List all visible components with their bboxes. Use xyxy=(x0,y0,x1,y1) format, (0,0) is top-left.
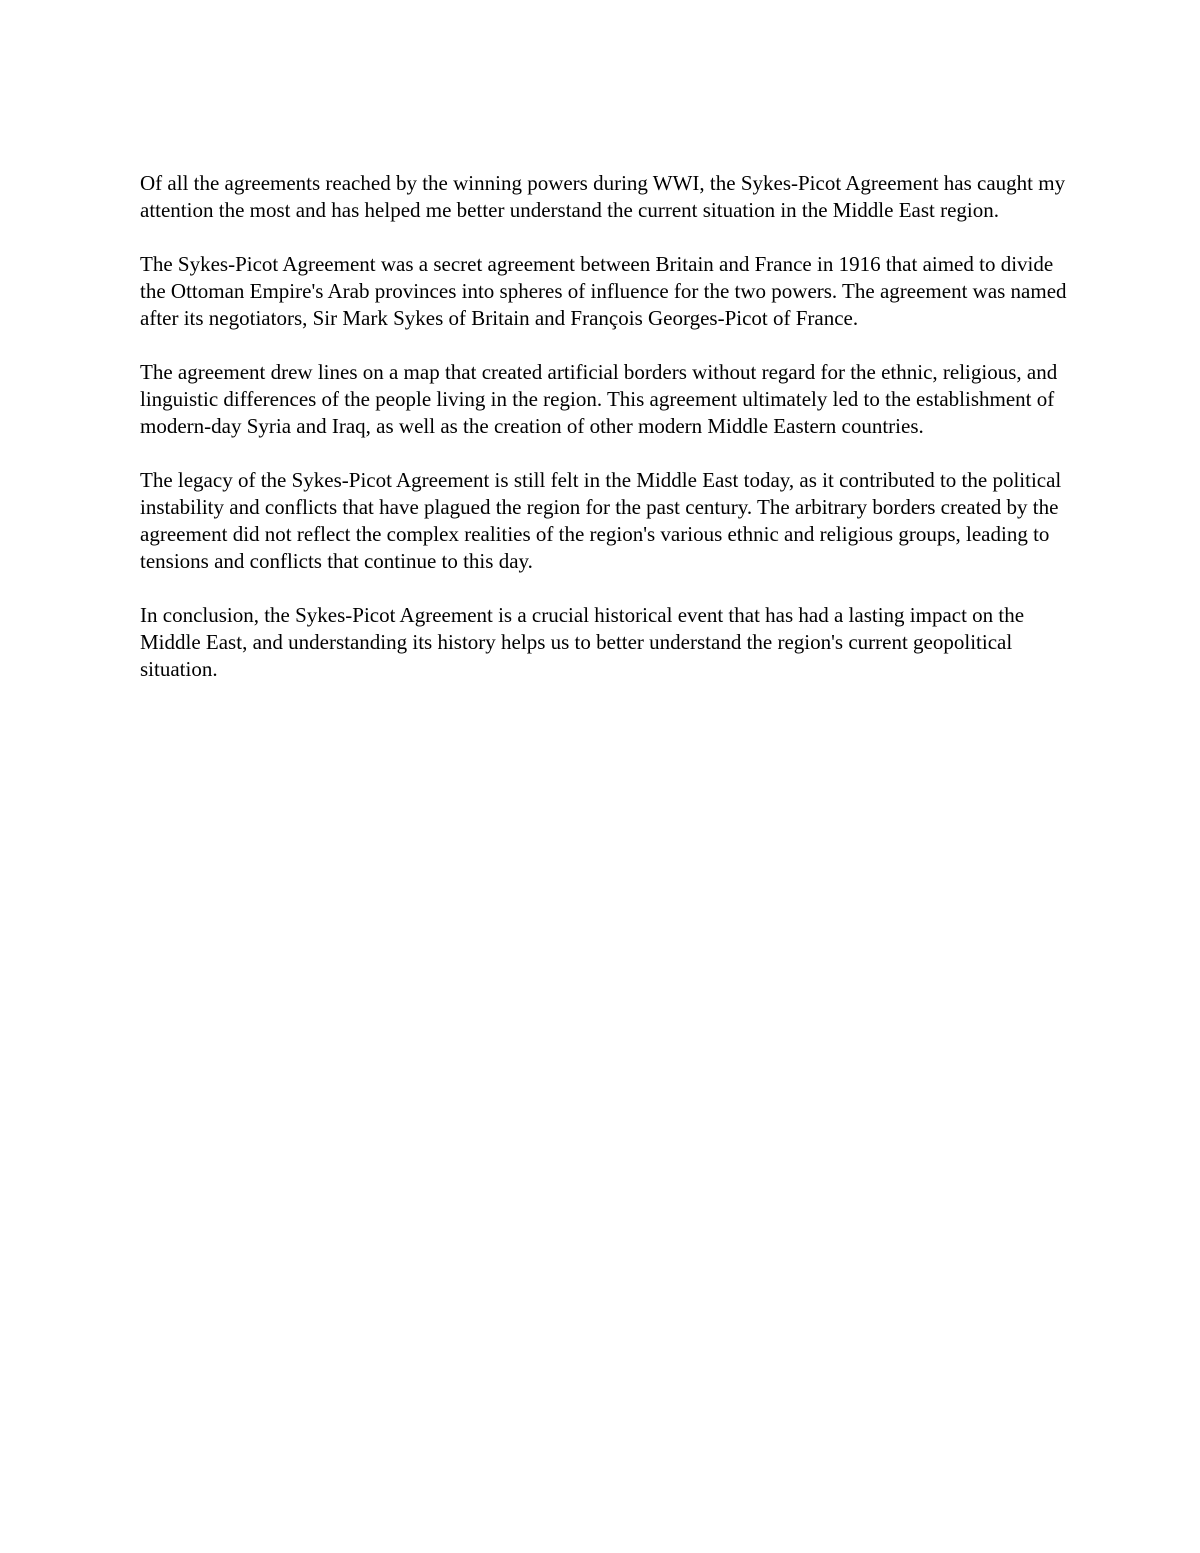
document-body xyxy=(140,170,1070,710)
paragraph-conclusion: In conclusion, the Sykes-Picot Agreement is a crucial historical event that has had a lasting impact on the Middle East, and understanding its history helps us to better understand the region's current geopolitical situation. xyxy=(140,603,1025,681)
paragraph-borders: The agreement drew lines on a map that created artificial borders without regard for the ethnic, religious, and linguistic differences of the people living in the region. This agreement ultimately led to the establishment of modern-day Syria and Iraq, as well as the creation of other modern Middle Eastern countries. xyxy=(140,360,1058,438)
paragraph-background: The Sykes-Picot Agreement was a secret agreement between Britain and France in 1916 that aimed to divide the Ottoman Empire's Arab provinces into spheres of influence for the two powers. The agreement was named after its negotiators, Sir Mark Sykes of Britain and François Georges-Picot of France. xyxy=(140,252,1067,330)
paragraph-legacy: The legacy of the Sykes-Picot Agreement is still felt in the Middle East today, as it contributed to the political instability and conflicts that have plagued the region for the past century. The arbitrary borders created by the agreement did not reflect the complex realities of the region's various ethnic and religious groups, leading to tensions and conflicts that continue to this day. xyxy=(140,468,1062,573)
paragraph-intro: Of all the agreements reached by the winning powers during WWI, the Sykes-Picot Agreement has caught my attention the most and has helped me better understand the current situation in the Middle East region. xyxy=(140,171,1066,222)
